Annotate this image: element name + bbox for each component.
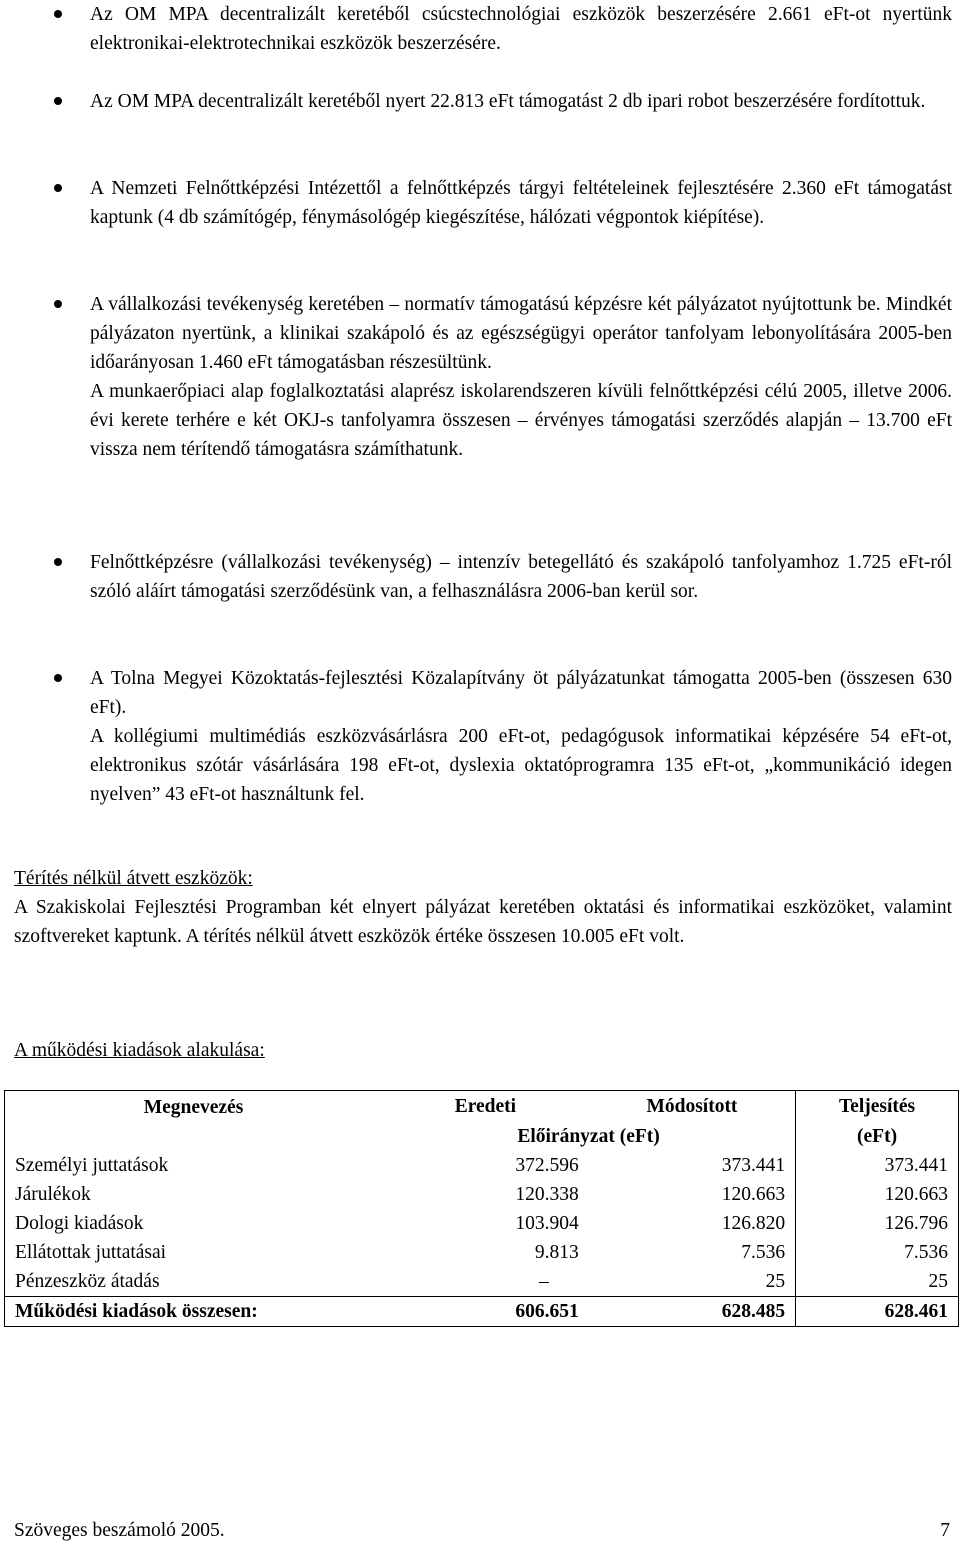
header-original: Eredeti (454, 1096, 517, 1117)
total-modified: 628.485 (589, 1297, 796, 1327)
bullet-dot-icon (54, 10, 62, 18)
row-modified: 373.441 (721, 1155, 786, 1176)
row-original: 103.904 (515, 1213, 579, 1234)
row-name: Járulékok (15, 1184, 91, 1205)
bullet-text: A vállalkozási tevékenység keretében – normatív támogatású képzésre két pályázatot nyújtottunk be. Mindkét pályázaton nyertünk, a klinikai szakápoló és az egészségügyi operátor tanfolyam lebonyolítására 2005-ben időarányosan 1.460 eFt támogatásban részesültünk. (90, 294, 952, 373)
bullet-item (90, 87, 952, 116)
header-name: Megnevezés (143, 1097, 244, 1118)
bullet-text: A Tolna Megyei Közoktatás-fejlesztési Közalapítvány öt pályázatunkat támogatta 2005-ben (összesen 630 eFt). (90, 668, 952, 718)
bullet-dot-icon (54, 674, 62, 682)
bullet-item (90, 174, 952, 232)
row-name: Pénzeszköz átadás (15, 1271, 160, 1292)
header-appropriation: Előirányzat (eFt) (517, 1126, 660, 1147)
bullet-item (90, 664, 952, 809)
free-assets-text: A Szakiskolai Fejlesztési Programban két elnyert pályázat keretében oktatási és informatikai eszközöket, valamint szoftvereket kaptunk. A térítés nélkül átvett eszközök értéke összesen 10.005 eFt volt. (14, 897, 952, 947)
header-modified: Módosított (646, 1096, 738, 1117)
header-actual-unit: (eFt) (796, 1122, 959, 1151)
table-row (5, 1180, 959, 1209)
row-original: 120.338 (515, 1184, 579, 1205)
bullet-text: Az OM MPA decentralizált keretéből csúcstechnológiai eszközök beszerzésére 2.661 eFt-ot nyertünk elektronikai-elektrotechnikai eszközök beszerzésére. (90, 4, 952, 54)
row-modified: 126.820 (721, 1213, 786, 1234)
expenses-title: A működési kiadások alakulása: (14, 1040, 265, 1061)
row-original: 372.596 (515, 1155, 579, 1176)
table-header-row (5, 1122, 959, 1151)
total-original: 606.651 (382, 1297, 589, 1327)
page-number: 7 (940, 1520, 950, 1541)
row-modified: 7.536 (741, 1242, 786, 1263)
free-assets-title: Térítés nélkül átvett eszközök: (14, 868, 253, 889)
row-actual: 373.441 (796, 1151, 959, 1180)
row-actual: 7.536 (796, 1238, 959, 1267)
row-actual: 25 (796, 1267, 959, 1297)
bullet-dot-icon (54, 300, 62, 308)
table-row (5, 1267, 959, 1297)
table-total-row (5, 1297, 959, 1327)
expenses-table (4, 1090, 959, 1327)
row-actual: 120.663 (796, 1180, 959, 1209)
row-name: Dologi kiadások (15, 1213, 144, 1234)
bullet-item (90, 0, 952, 58)
footer-title: Szöveges beszámoló 2005. (14, 1520, 225, 1541)
bullet-text: A Nemzeti Felnőttképzési Intézettől a felnőttképzés tárgyi feltételeinek fejlesztésére 2.360 eFt támogatást kaptunk (4 db számítógép, fénymásológép kiegészítése, hálózati végpontok kiépítése). (90, 178, 952, 228)
bullet-dot-icon (54, 97, 62, 105)
bullet-text: A kollégiumi multimédiás eszközvásárlásra 200 eFt-ot, pedagógusok informatikai képzésére 54 eFt-ot, elektronikus szótár vásárlására 198 eFt-ot, dyslexia oktatóprogramra 135 eFt-ot, „kommunikáció idegen nyelven” 43 eFt-ot használtunk fel. (90, 726, 952, 805)
bullet-text: Az OM MPA decentralizált keretéből nyert 22.813 eFt támogatást 2 db ipari robot beszerzésére fordítottuk. (90, 91, 926, 112)
bullet-dot-icon (54, 558, 62, 566)
total-name: Működési kiadások összesen: (5, 1297, 383, 1327)
bullet-item (90, 290, 952, 464)
header-actual: Teljesítés (796, 1091, 959, 1123)
row-actual: 126.796 (796, 1209, 959, 1238)
row-original: 9.813 (534, 1242, 579, 1263)
row-original: – (539, 1271, 549, 1292)
bullet-text: A munkaerőpiaci alap foglalkoztatási alaprész iskolarendszeren kívüli felnőttképzési célú 2005, illetve 2006. évi kerete terhére e két OKJ-s tanfolyamra összesen – érvényes támogatási szerződés alapján – 13.700 eFt vissza nem térítendő támogatásra számíthatunk. (90, 381, 952, 460)
table-row (5, 1238, 959, 1267)
row-modified: 120.663 (721, 1184, 786, 1205)
bullet-dot-icon (54, 184, 62, 192)
bullet-text: Felnőttképzésre (vállalkozási tevékenység) – intenzív betegellátó és szakápoló tanfolyamhoz 1.725 eFt-ról szóló aláírt támogatási szerződésünk van, a felhasználásra 2006-ban kerül sor. (90, 552, 952, 602)
table-row (5, 1151, 959, 1180)
row-modified: 25 (765, 1271, 786, 1292)
table-row (5, 1209, 959, 1238)
row-name: Ellátottak juttatásai (15, 1242, 167, 1263)
total-actual: 628.461 (796, 1297, 959, 1327)
bullet-item (90, 548, 952, 606)
row-name: Személyi juttatások (15, 1155, 169, 1176)
table-header-row (5, 1091, 959, 1123)
